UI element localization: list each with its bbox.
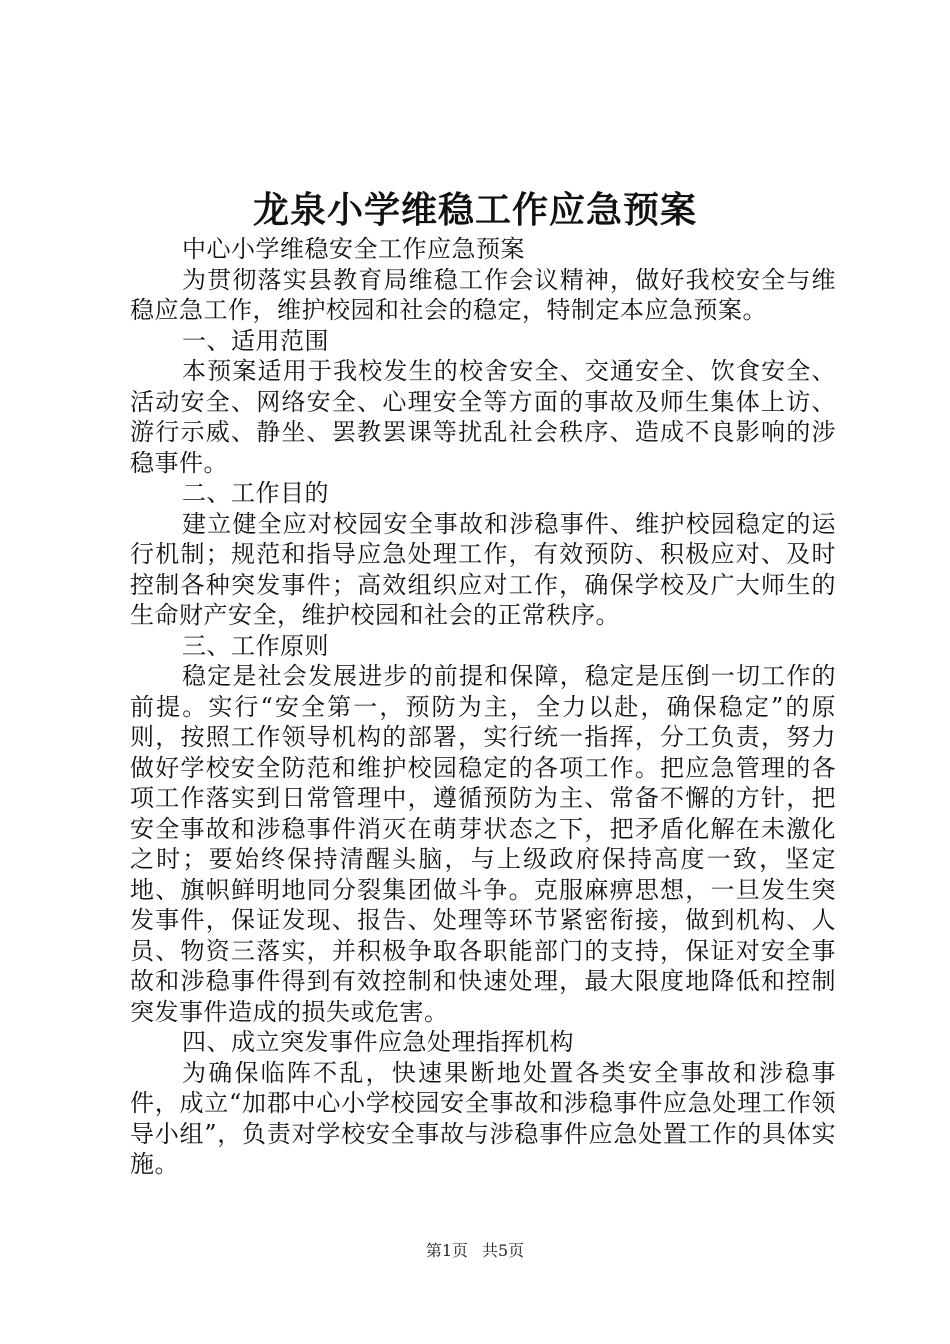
principles-paragraph: 稳定是社会发展进步的前提和保障，稳定是压倒一切工作的前提。实行“安全第一，预防为主，全力以赴，确保稳定”的原则，按照工作领导机构的部署，实行统一指挥，分工负责，努力做好学校安全防范和维护校园稳定的各项工作。把应急管理的各项工作落实到日常管理中，遵循预防为主、常备不懈的方针，把安全事故和涉稳事件消灭在萌芽状态之下，把矛盾化解在未激化之时；要始终保持清醒头脑，与上级政府保持高度一致，坚定地、旗帜鲜明地同分裂集团做斗争。克服麻痹思想，一旦发生突发事件，保证发现、报告、处理等环节紧密衔接，做到机构、人员、物资三落实，并积极争取各职能部门的支持，保证对安全事故和涉稳事件得到有效控制和快速处理，最大限度地降低和控制突发事件造成的损失或危害。 [130,662,836,1026]
section-heading-scope: 一、适用范围 [182,326,329,355]
section-heading-purpose: 二、工作目的 [182,479,329,507]
section-heading-command: 四、成立突发事件应急处理指挥机构 [182,1028,574,1056]
purpose-paragraph: 建立健全应对校园安全事故和涉稳事件、维护校园稳定的运行机制；规范和指导应急处理工作，有效预防、积极应对、及时控制各种突发事件；高效组织应对工作，确保学校及广大师生的生命财产安全，维护校园和社会的正常秩序。 [130,509,836,629]
page-footer [0,1239,950,1263]
scope-paragraph: 本预案适用于我校发生的校舍安全、交通安全、饮食安全、活动安全、网络安全、心理安全等方面的事故及师生集体上访、游行示威、静坐、罢教罢课等扰乱社会秩序、造成不良影响的涉稳事件。 [130,357,836,477]
page-number: 第1页 [425,1241,468,1260]
intro-paragraph: 为贯彻落实县教育局维稳工作会议精神，做好我校安全与维稳应急工作，维护校园和社会的稳定，特制定本应急预案。 [130,265,836,324]
document-body [130,234,836,1180]
subtitle-paragraph: 中心小学维稳安全工作应急预案 [182,235,525,263]
command-paragraph: 为确保临阵不乱，快速果断地处置各类安全事故和涉稳事件，成立“加郡中心小学校园安全事故和涉稳事件应急处理工作领导小组”，负责对学校安全事故与涉稳事件应急处置工作的具体实施。 [130,1058,836,1178]
section-heading-principles: 三、工作原则 [182,631,329,660]
page-total: 共5页 [482,1241,525,1260]
document-title: 龙泉小学维稳工作应急预案 [252,189,697,231]
